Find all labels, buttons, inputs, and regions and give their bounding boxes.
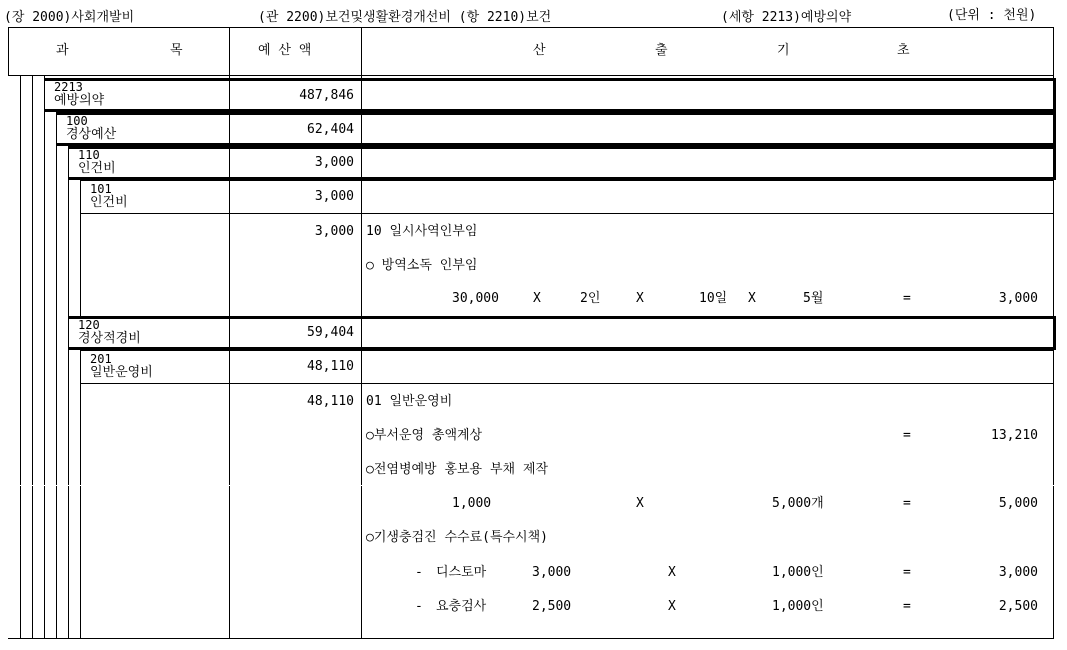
row-100-code: 100	[66, 114, 88, 128]
detail-201-l5-total: 3,000	[998, 565, 1038, 580]
detail-201-l6-x: X	[668, 599, 676, 614]
detail-201-l6-eq: =	[903, 599, 911, 614]
row-201-code: 201	[90, 352, 112, 366]
row-101-code: 101	[90, 182, 112, 196]
calc-x3: X	[748, 291, 756, 306]
calc-total: 3,000	[998, 291, 1038, 306]
row-100-name: 경상예산	[66, 127, 117, 142]
row-101-name: 인건비	[90, 195, 128, 210]
detail-201-l2-text: ○전염병예방 홍보용 부채 제작	[366, 462, 549, 477]
detail-201-l3-b: 5,000개	[772, 496, 824, 511]
detail-201-l1-total: 13,210	[991, 428, 1038, 443]
calc-unit-price: 30,000	[452, 291, 499, 306]
detail-201-l5-name: 디스토마	[436, 565, 487, 580]
row-120-name: 경상적경비	[78, 331, 141, 346]
row-2213-code: 2213	[54, 80, 83, 94]
detail-201-l4-text: ○기생충검진 수수료(특수시책)	[366, 530, 549, 545]
detail-201-title: 01 일반운영비	[366, 394, 453, 409]
header-gwa: 과	[56, 43, 69, 58]
calc-x2: X	[636, 291, 644, 306]
detail-101-amount: 3,000	[314, 224, 354, 239]
jang-label: (장 2000)사회개발비	[4, 10, 135, 25]
row-201-name: 일반운영비	[90, 365, 153, 380]
row-100-amount: 62,404	[307, 122, 354, 137]
row-110-name: 인건비	[78, 161, 116, 176]
detail-201-l1-text: ○부서운영 총액계상	[366, 428, 483, 443]
detail-201-l5-dash: -	[415, 565, 423, 580]
detail-201-l5-eq: =	[903, 565, 911, 580]
gwan-hang-label: (관 2200)보건및생활환경개선비 (항 2210)보건	[258, 10, 552, 25]
header-basis-1: 산	[533, 43, 546, 58]
detail-101-sub: ○ 방역소독 인부임	[366, 258, 478, 273]
row-201-amount: 48,110	[307, 359, 354, 374]
detail-201-amount: 48,110	[307, 394, 354, 409]
header-basis-4: 초	[897, 43, 910, 58]
calc-x1: X	[533, 291, 541, 306]
detail-101-title: 10 일시사역인부임	[366, 224, 478, 239]
detail-201-l6-dash: -	[415, 599, 423, 614]
calc-persons: 2인	[580, 291, 601, 306]
detail-201-l1-eq: =	[903, 428, 911, 443]
row-2213-name: 예방의약	[54, 93, 105, 108]
header-mok: 목	[170, 43, 183, 58]
calc-eq: =	[903, 291, 911, 306]
detail-201-l3-eq: =	[903, 496, 911, 511]
detail-201-l6-total: 2,500	[998, 599, 1038, 614]
detail-201-l5-x: X	[668, 565, 676, 580]
calc-days: 10일	[699, 291, 728, 306]
detail-201-l3-a: 1,000	[452, 496, 492, 511]
header-basis-2: 출	[655, 43, 668, 58]
row-2213-amount: 487,846	[299, 88, 354, 103]
header-budget: 예 산 액	[258, 43, 312, 58]
detail-201-l3-total: 5,000	[998, 496, 1038, 511]
detail-201-l3-x: X	[636, 496, 644, 511]
row-120-code: 120	[78, 318, 100, 332]
row-110-amount: 3,000	[314, 155, 354, 170]
row-110-code: 110	[78, 148, 100, 162]
unit-label: (단위 : 천원)	[947, 8, 1037, 23]
detail-201-l6-name: 요충검사	[436, 599, 487, 614]
row-120-amount: 59,404	[307, 325, 354, 340]
sehang-label: (세항 2213)예방의약	[721, 10, 852, 25]
detail-201-l6-a: 2,500	[532, 599, 572, 614]
detail-201-l5-a: 3,000	[532, 565, 572, 580]
header-basis-3: 기	[777, 43, 790, 58]
detail-201-l6-b: 1,000인	[772, 599, 824, 614]
calc-months: 5월	[803, 291, 824, 306]
detail-201-l5-b: 1,000인	[772, 565, 824, 580]
row-101-amount: 3,000	[314, 189, 354, 204]
